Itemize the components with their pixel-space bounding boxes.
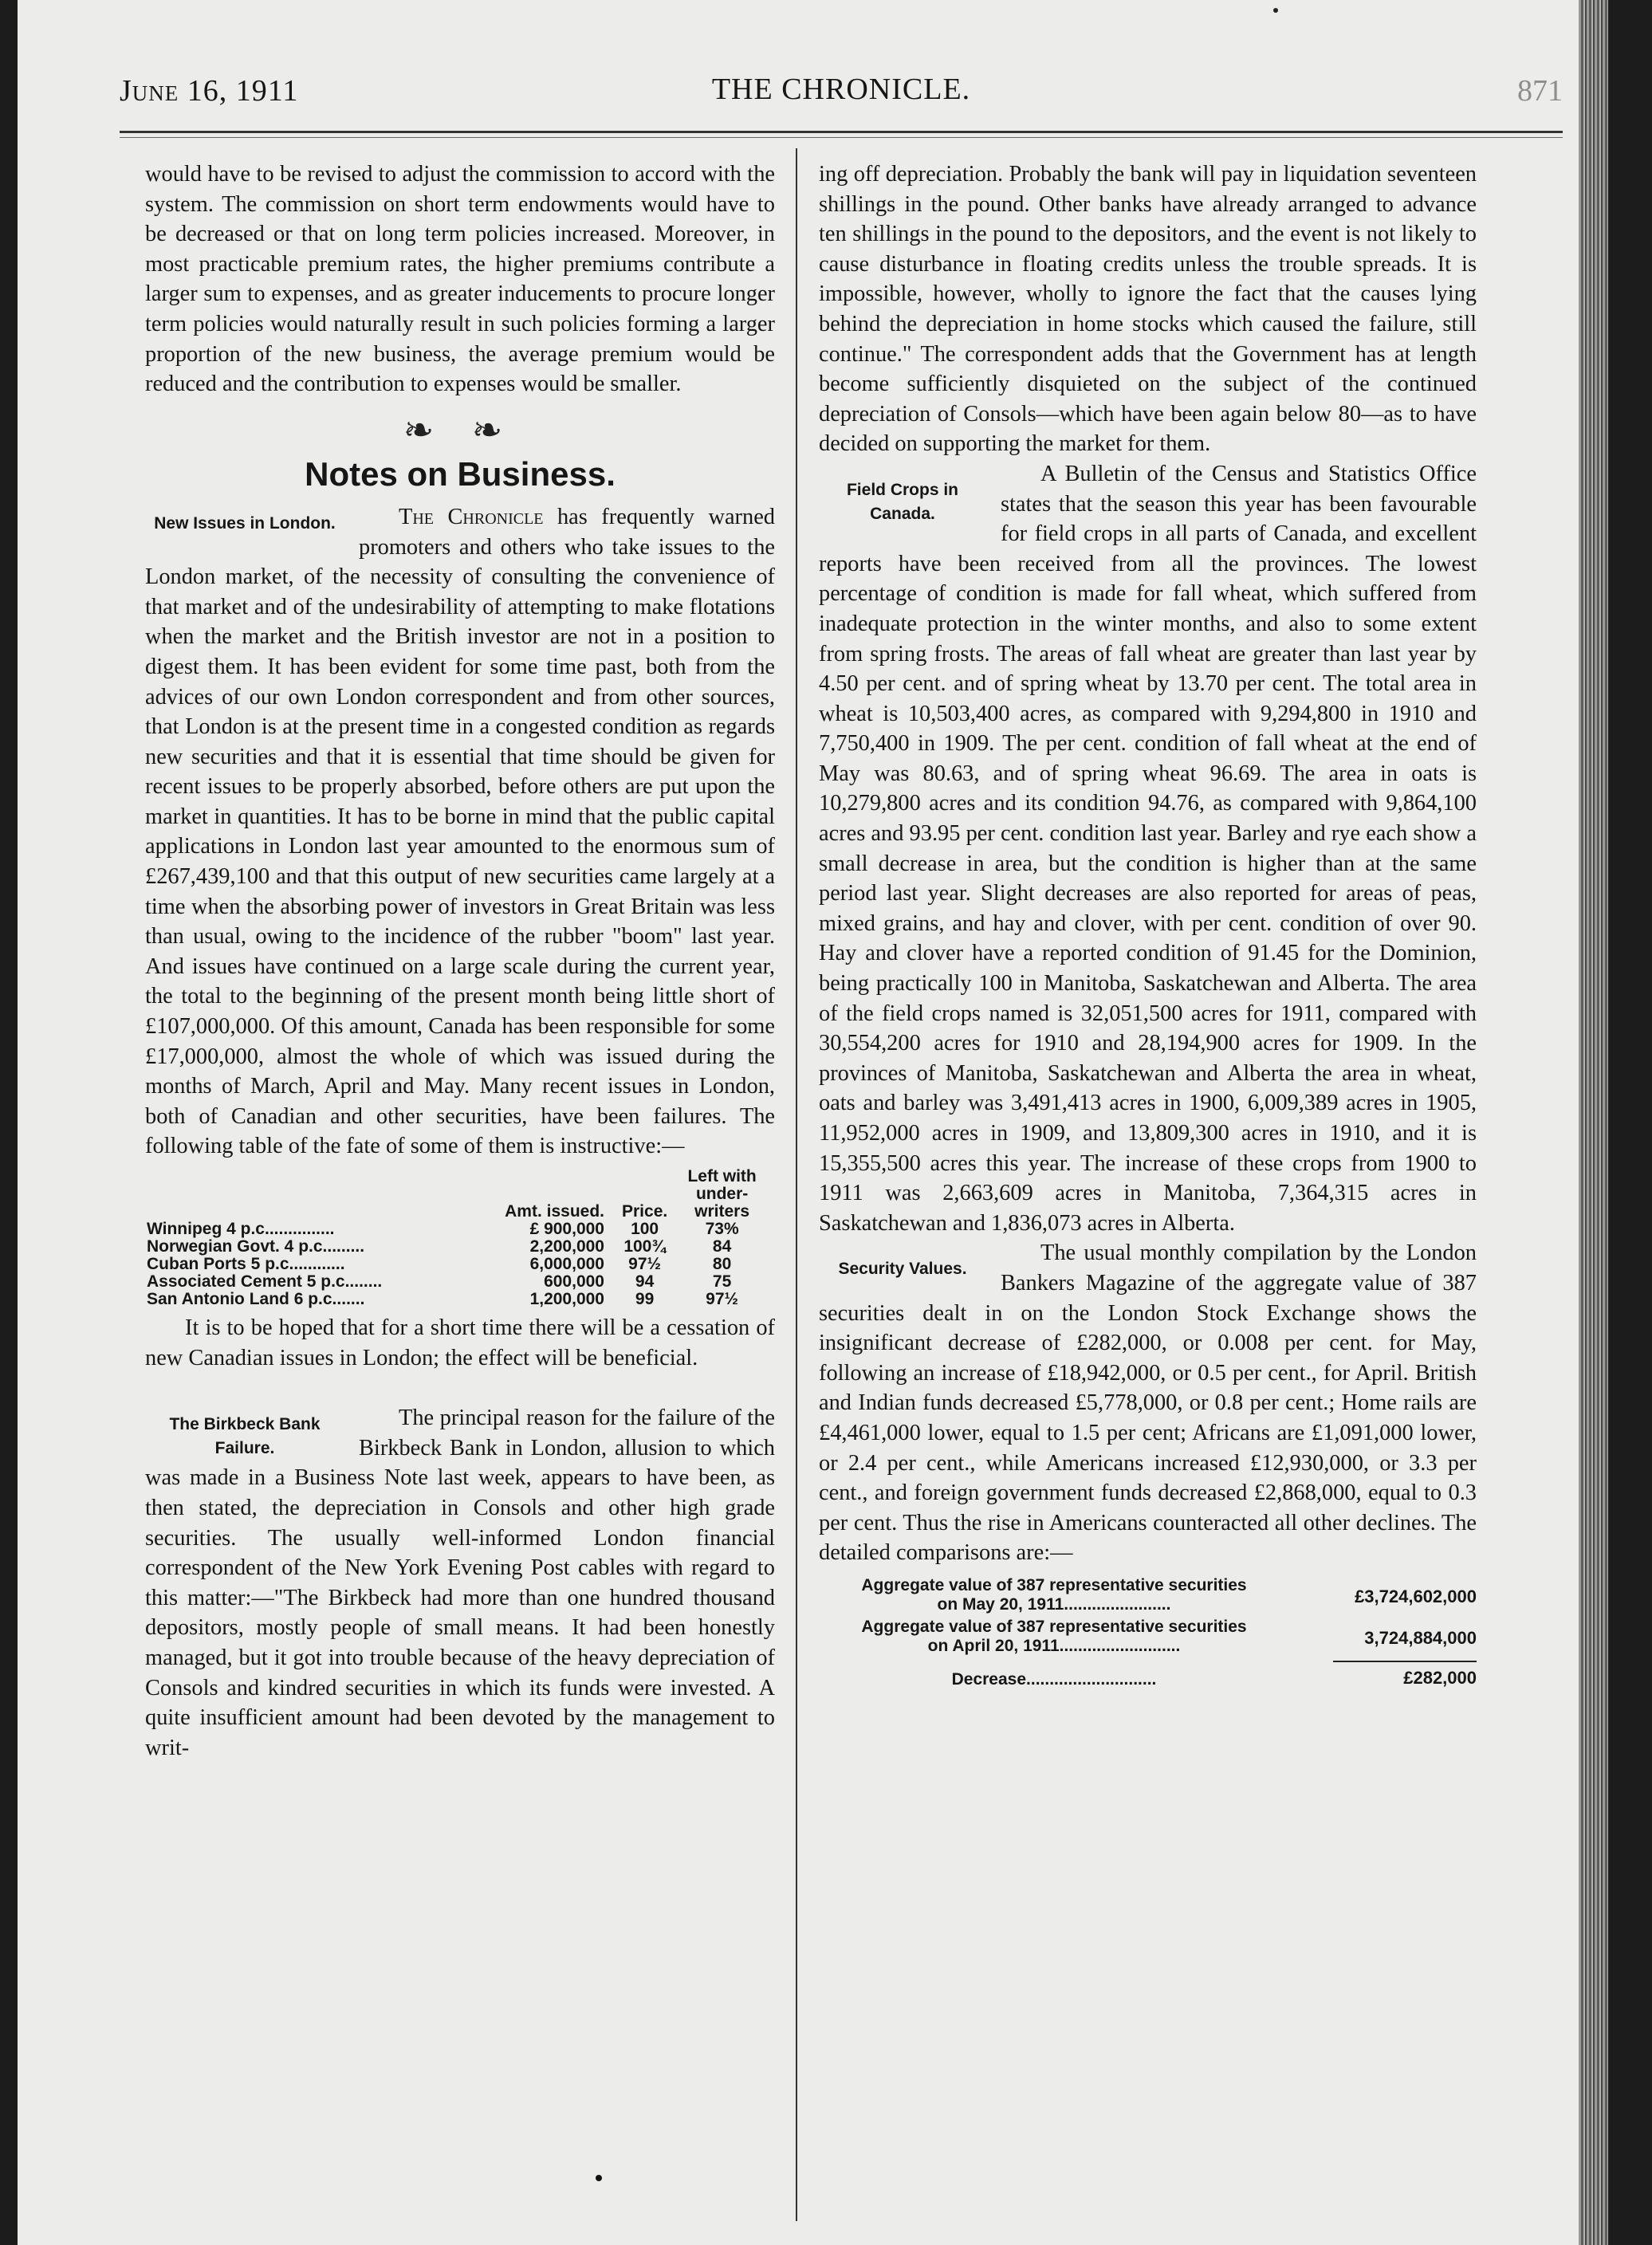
amount-issued: 6,000,000 <box>529 1255 604 1273</box>
security-name: Associated Cement 5 p.c. <box>147 1272 350 1291</box>
left-with-underwriters: 73% <box>705 1220 739 1238</box>
side-heading-field-crops: Field Crops in Canada. <box>846 480 958 523</box>
amount-issued: 1,200,000 <box>529 1290 604 1308</box>
comparison-date: on April 20, 1911.......................... <box>927 1636 1181 1655</box>
decrease-value: £282,000 <box>1403 1667 1477 1688</box>
table-header-row <box>145 1168 775 1221</box>
continued-paragraph: would have to be revised to adjust the commission to accord with the system. The commission on short term endowments would have to be decreased or that on long term policies increased. Moreover, in most practicable premium rates, the higher premiums contribute a larger sum to expenses, and as greater inducements to procure longer term policies would naturally result in such policies forming a larger proportion of the new business, the average premium would be reduced and the contribution to expenses would be smaller. <box>145 162 775 397</box>
field-crops-body: A Bulletin of the Census and Statistics Office states that the season this year has been favourable for field crops in all parts of Canada, and excellent reports have been received from all the provinces. The lowest percentage of condition is made for fall wheat, which suffered from inadequate protection in the winter months, and also to some extent from spring frosts. The areas of fall wheat are greater than last year by 4.50 per cent. and of spring wheat by 13.70 per cent. The total area in wheat is 10,503,400 acres, as compared with 9,294,800 in 1910 and 7,750,400 in 1909. The per cent. condition of fall wheat at the end of May was 80.63, and of spring wheat 96.69. The area in oats is 10,279,800 acres and its condition 94.76, as compared with 9,864,100 acres and 93.95 per cent. condition last year. Barley and rye each show a small decrease in area, but the condition is higher than at the same period last year. Slight decreases are also reported for areas of peas, mixed grains, and hay and clover, with per cent. condition of over 90. Hay and clover have a reported condition of 91.45 for the Dominion, being practically 100 in Manitoba, Saskatchewan and Alberta. The area of the field crops named is 32,051,500 acres for 1911, compared with 30,554,200 acres for 1910 and 28,194,900 acres for 1909. In the provinces of Manitoba, Saskatchewan and Alberta the area in wheat, oats and barley was 3,491,413 acres in 1900, 6,009,389 acres in 1905, 11,952,000 acres in 1909, and 13,809,300 acres in 1910, and it is 15,355,500 acres this year. The increase of these crops from 1900 to 1911 was 2,663,609 acres in Manitoba, 7,364,315 acres in Saskatchewan and 1,836,073 acres in Alberta. <box>819 461 1477 1236</box>
amount-issued: 2,200,000 <box>529 1237 604 1256</box>
comparison-date: on May 20, 1911....................... <box>937 1594 1171 1614</box>
leader-dots: ........... <box>293 1255 345 1273</box>
comparison-row <box>819 1576 1477 1618</box>
header-rule-thin <box>120 137 1563 138</box>
security-name: Cuban Ports 5 p.c. <box>147 1255 294 1273</box>
publication-title: THE CHRONICLE. <box>711 73 971 106</box>
side-heading-birkbeck: The Birkbeck Bank Failure. <box>169 1415 321 1458</box>
comparison-value: 3,724,884,000 <box>1364 1627 1477 1648</box>
side-heading-security-values: Security Values. <box>838 1260 967 1279</box>
header-rule-thick <box>120 131 1563 133</box>
leader-dots: ........ <box>327 1237 365 1256</box>
leader-dots: .............. <box>269 1220 335 1238</box>
table-row <box>145 1291 775 1308</box>
ornament-divider: ❧ ❧ <box>403 409 517 450</box>
field-crops-article <box>819 459 1477 1238</box>
amount-issued: 600,000 <box>544 1272 604 1291</box>
leader-dots: ....... <box>349 1272 383 1291</box>
new-issues-text: has frequently warned promoters and others who take issues to the London market, of the necessity of consulting the convenience of that market and of the undesirability of attempting to make flotations when the market and the British investor are not in a position to digest them. It has been evident for some time past, both from the advices of our own London correspondent and from other sources, that London is at the present time in a congested condition as regards new securities and that it is essential that time should be given for recent issues to be properly absorbed, before others are put upon the market in quantities. It has to be borne in mind that the public capital applications in London last year amounted to the enormous sum of £267,439,100 and that this output of new securities came largely at a time when the absorbing power of investors in Great Britain was less than usual, owing to the incidence of the rubber "boom" last year. And issues have continued on a large scale during the current year, the total to the beginning of the present month being little short of £107,000,000. Of this amount, Canada has been responsible for some £17,000,000, almost the whole of which was issued during the months of March, April and May. Many recent issues in London, both of Canadian and other securities, have been failures. The following table of the fate of some of them is instructive:— <box>145 504 775 1159</box>
side-heading-new-issues: New Issues in London. <box>154 513 336 533</box>
security-values-article <box>819 1238 1477 1568</box>
issue-price: 100¾ <box>623 1237 666 1256</box>
ink-speck <box>596 2175 602 2181</box>
birkbeck-body: The principal reason for the failure of the Birkbeck Bank in London, allusion to which was made in a Business Note last week, appears to have been, as then stated, the depreciation in Consols and other high grade securities. The usually well-informed London financial correspondent of the New York Evening Post cables with regard to this matter:—"The Birkbeck had more than one hundred thousand depositors, mostly people of small means. It had been honestly managed, but it got into trouble because of the heavy depreciation of Consols and kindred securities in which its funds were invested. A quite insufficient amount had been devoted by the management to writ- <box>145 1406 775 1760</box>
ink-speck <box>1273 8 1278 13</box>
section-title: Notes on Business. <box>305 455 616 493</box>
issue-price: 99 <box>635 1290 655 1308</box>
security-comparison-table <box>819 1576 1477 1694</box>
birkbeck-article <box>145 1381 775 1763</box>
decrease-row <box>819 1659 1477 1694</box>
page-number: 871 <box>1517 74 1563 108</box>
page-header <box>120 67 1563 115</box>
new-issues-body <box>145 502 775 1162</box>
issue-price: 97½ <box>628 1255 662 1273</box>
comparison-value: £3,724,602,000 <box>1355 1586 1477 1606</box>
left-with-underwriters: 97½ <box>706 1290 739 1308</box>
issue-date: June 16, 1911 <box>120 74 299 108</box>
after-table-paragraph: It is to be hoped that for a short time there will be a cessation of new Canadian issues in London; the effect will be beneficial. <box>145 1315 775 1370</box>
newspaper-page <box>18 0 1608 2245</box>
security-name: Norwegian Govt. 4 p.c. <box>147 1237 328 1256</box>
book-binding-edge <box>1579 0 1608 2245</box>
column-divider <box>796 148 797 2221</box>
left-with-underwriters: 75 <box>712 1272 732 1291</box>
table-row <box>145 1221 775 1238</box>
birkbeck-continuation: ing off depreciation. Probably the bank will pay in liquidation seventeen shillings in the pound. Other banks have already arranged to advance ten shillings in the pound to the depositors, and the event is not likely to cause disturbance in floating credits unless the trouble spreads. It is impossible, however, wholly to ignore the fact that the causes lying behind the depreciation in home stocks which caused the failure, still continue." The correspondent adds that the Government has at length become sufficiently disquieted on the subject of the continued depreciation of Consols—which have been again below 80—as to have decided on supporting the market for them. <box>819 162 1477 457</box>
leader-dots: ...... <box>336 1290 365 1308</box>
issue-price: 100 <box>631 1220 659 1238</box>
issues-fate-table <box>145 1168 775 1308</box>
left-with-underwriters: 84 <box>712 1237 732 1256</box>
table-row <box>145 1273 775 1291</box>
comparison-row <box>819 1618 1477 1659</box>
publication-name-lead: The Chronicle <box>399 504 544 529</box>
left-column <box>145 159 775 1763</box>
table-body <box>145 1221 775 1308</box>
security-name: Winnipeg 4 p.c. <box>147 1220 269 1238</box>
right-column <box>819 159 1477 1694</box>
left-with-underwriters: 80 <box>712 1255 732 1273</box>
new-issues-article <box>145 502 775 1162</box>
col-header-amount: Amt. issued. <box>505 1202 604 1221</box>
total-rule <box>1333 1661 1477 1662</box>
issue-price: 94 <box>635 1272 655 1291</box>
col-header-left-with-underwriters: Left with under-writers <box>687 1167 757 1221</box>
decrease-label: Decrease............................ <box>951 1669 1157 1689</box>
comparison-label: Aggregate value of 387 representative securities <box>861 1617 1247 1636</box>
amount-issued: £ 900,000 <box>529 1220 604 1238</box>
table-row <box>145 1256 775 1273</box>
comparison-label: Aggregate value of 387 representative securities <box>861 1575 1247 1594</box>
table-row <box>145 1238 775 1256</box>
security-name: San Antonio Land 6 p.c. <box>147 1290 337 1308</box>
col-header-price: Price. <box>622 1202 668 1221</box>
security-values-body: The usual monthly compilation by the London Bankers Magazine of the aggregate value of 387 securities dealt in on the London Stock Exchange shows the insignificant decrease of £282,000, or 0.008 per cent. for May, following an increase of £18,942,000, or 0.5 per cent., for April. British and Indian funds decreased £5,778,000, or 0.8 per cent.; Home rails are £4,461,000 lower, equal to 1.5 per cent; Africans are £1,091,000 lower, or 2.4 per cent., while Americans increased £12,930,000, or 3.3 per cent., and foreign government funds decreased £2,868,000, equal to 0.3 per cent. Thus the rise in Americans counteracted all other declines. The detailed comparisons are:— <box>819 1240 1477 1566</box>
